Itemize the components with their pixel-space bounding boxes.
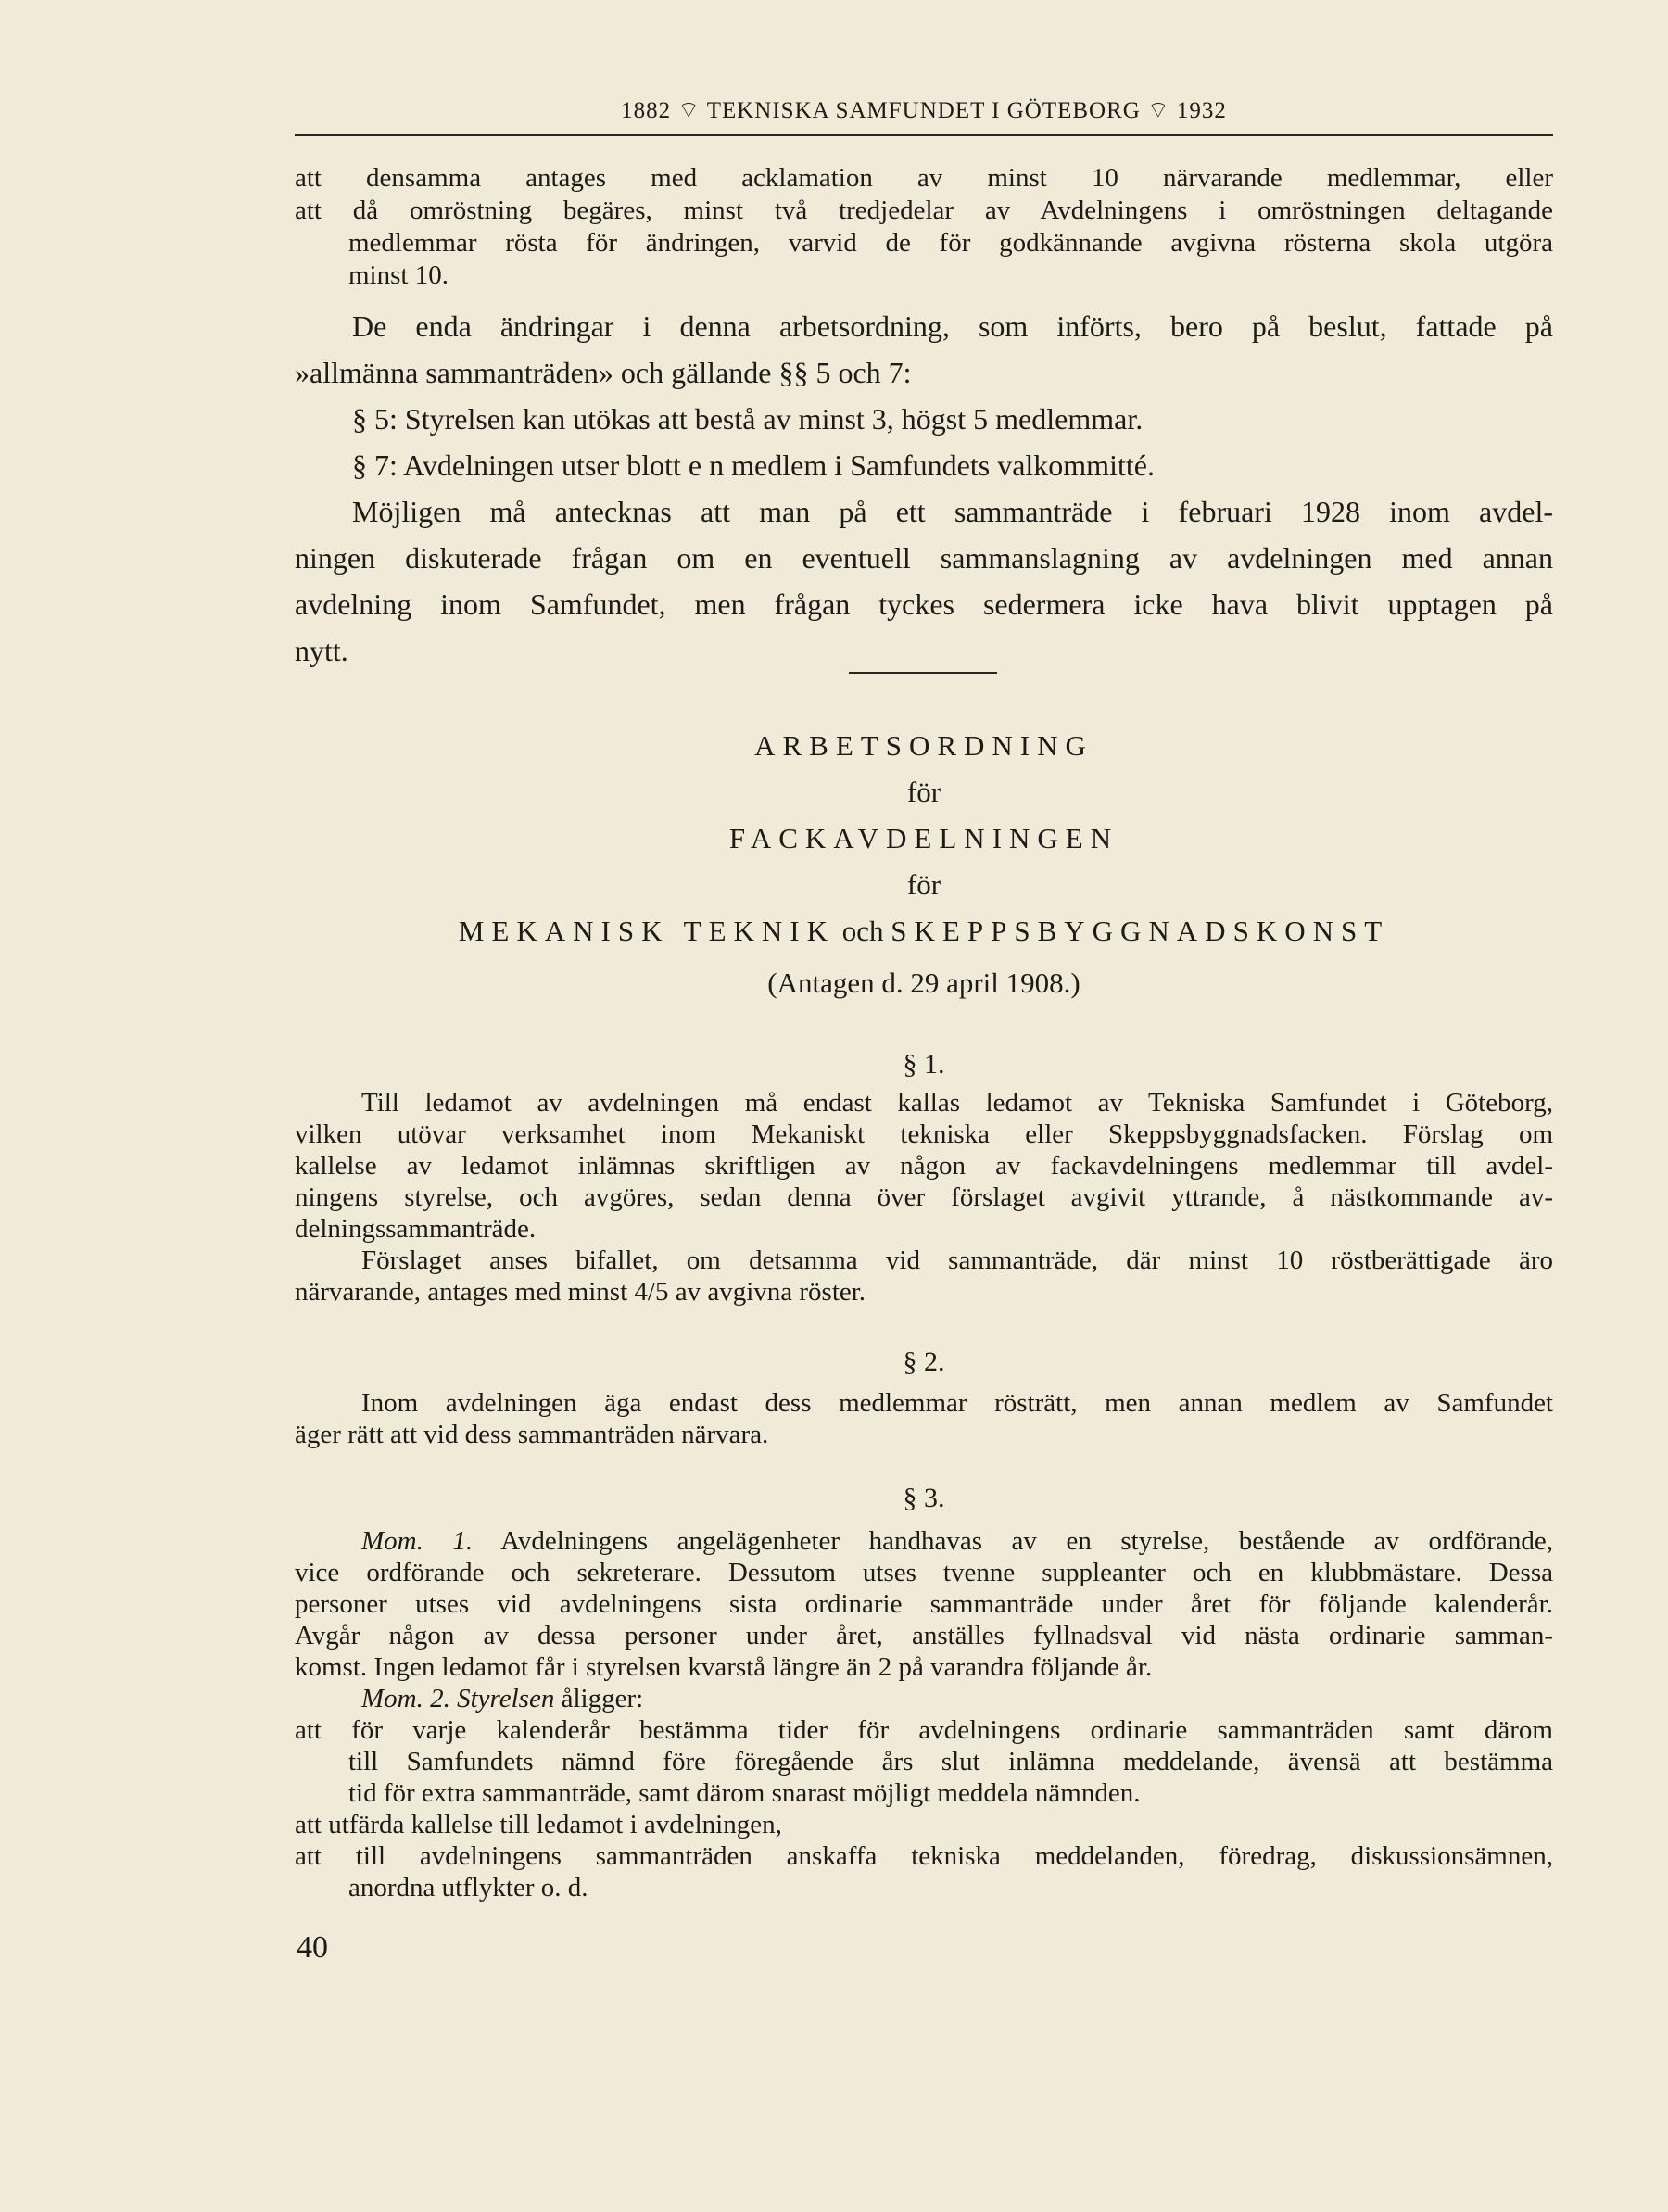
amendments-paragraph <box>295 303 1553 674</box>
header-rule <box>295 134 1553 136</box>
section-line: Till ledamot av avdelningen må endast kallas ledamot av Tekniska Samfundet i Göteborg, <box>361 1088 1553 1118</box>
att-line: att till avdelningens sammanträden anskaffa tekniska meddelanden, föredrag, diskussionsämnen, <box>295 1841 1553 1871</box>
section-line: äger rätt att vid dess sammanträden närvara. <box>295 1420 769 1449</box>
intro-line: medlemmar rösta för ändringen, varvid de för godkännande avgivna rösterna skola utgöra <box>348 228 1553 258</box>
body-line: avdelning inom Samfundet, men frågan tyckes sedermera icke hava blivit upptagen på <box>295 588 1553 621</box>
section-2-body <box>295 1387 1553 1450</box>
title-skeppsbyggnadskonst: SKEPPSBYGGNADSKONST <box>891 915 1390 947</box>
section-1-heading: § 1. <box>903 1049 945 1080</box>
mom-2-line <box>295 1683 1553 1714</box>
mom-2-label: Mom. 2. <box>361 1684 450 1713</box>
mom-2-subject: Styrelsen <box>457 1684 555 1713</box>
body-line: § 5: Styrelsen kan utökas att bestå av minst 3, högst 5 medlemmar. <box>352 402 1144 436</box>
title-arbetsordning: ARBETSORDNING <box>754 729 1093 762</box>
running-head: 1882 ⌔ TEKNISKA SAMFUNDET I GÖTEBORG ⌔ 1932 <box>621 98 1227 123</box>
section-line: vilken utövar verksamhet inom Mekaniskt tekniska eller Skeppsbyggnadsfacken. Förslag om <box>295 1119 1553 1149</box>
section-divider <box>849 672 997 674</box>
section-line: Inom avdelningen äga endast dess medlemmar rösträtt, men annan medlem av Samfundet <box>361 1388 1553 1418</box>
title-och: och <box>841 915 884 947</box>
section-line: komst. Ingen ledamot får i styrelsen kvarstå längre än 2 på varandra följande år. <box>295 1652 1153 1682</box>
body-line: »allmänna sammanträden» och gällande §§ 5 och 7: <box>295 356 912 389</box>
mom-1-first-text: Avdelningens angelägenheter handhavas av en styrelse, bestående av ordförande, <box>500 1526 1553 1556</box>
mom-1-label: Mom. 1. <box>361 1526 474 1556</box>
section-line: Avgår någon av dessa personer under året, anställes fyllnadsval vid nästa ordinarie samman- <box>295 1621 1553 1650</box>
body-line: Möjligen må antecknas att man på ett sammanträde i februari 1928 inom avdel- <box>352 495 1553 528</box>
intro-paragraph <box>295 162 1553 292</box>
body-line: De enda ändringar i denna arbetsordning, som införts, bero på beslut, fattade på <box>352 310 1553 343</box>
section-line: Förslaget anses bifallet, om detsamma vid sammanträde, där minst 10 röstberättigade äro <box>361 1245 1553 1275</box>
body-line: ningen diskuterade frågan om en eventuell sammanslagning av avdelningen med annan <box>295 541 1553 575</box>
section-line: delningssammanträde. <box>295 1214 537 1244</box>
section-2-heading: § 2. <box>903 1346 945 1377</box>
title-for-1: för <box>906 776 941 808</box>
section-line: ningens styrelse, och avgöres, sedan denna över förslaget avgivit yttrande, å nästkommande av- <box>295 1182 1553 1212</box>
mom-2-rest: åligger: <box>561 1684 644 1713</box>
page-number: 40 <box>297 1930 328 1965</box>
att-line: tid för extra sammanträde, samt därom snarast möjligt meddela nämnden. <box>348 1778 1141 1808</box>
att-line: att utfärda kallelse till ledamot i avdelningen, <box>295 1810 782 1839</box>
att-line: till Samfundets nämnd före föregående års slut inlämna meddelande, ävensä att bestämma <box>348 1747 1553 1776</box>
section-line: vice ordförande och sekreterare. Dessutom utses tvenne suppleanter och en klubbmästare. Dessa <box>295 1558 1553 1587</box>
intro-line: minst 10. <box>348 260 449 290</box>
body-line: nytt. <box>295 634 348 667</box>
body-line: § 7: Avdelningen utser blott e n medlem i Samfundets valkommitté. <box>352 449 1155 482</box>
section-3-body <box>295 1525 1553 1903</box>
title-mekanisk-teknik: MEKANISK TEKNIK <box>458 915 836 947</box>
section-line: kallelse av ledamot inlämnas skriftligen av någon av fackavdelningens medlemmar till avdel- <box>295 1151 1553 1181</box>
title-block <box>295 723 1553 1006</box>
adoption-date: (Antagen d. 29 april 1908.) <box>767 967 1080 999</box>
title-fackavdelningen: FACKAVDELNINGEN <box>728 822 1119 854</box>
section-line: närvarande, antages med minst 4/5 av avgivna röster. <box>295 1277 866 1307</box>
intro-line: att då omröstning begäres, minst två tredjedelar av Avdelningens i omröstningen deltagande <box>295 196 1553 225</box>
title-department <box>295 908 1553 954</box>
mom-1-line <box>295 1525 1553 1557</box>
section-line: personer utses vid avdelningens sista ordinarie sammanträde under året för följande kalenderår. <box>295 1589 1553 1619</box>
title-for-2: för <box>906 868 941 901</box>
section-3-heading: § 3. <box>903 1483 945 1513</box>
section-1-body <box>295 1087 1553 1308</box>
intro-line: att densamma antages med acklamation av minst 10 närvarande medlemmar, eller <box>295 163 1553 193</box>
att-line: anordna utflykter o. d. <box>348 1873 588 1902</box>
att-line: att för varje kalenderår bestämma tider för avdelningens ordinarie sammanträden samt därom <box>295 1715 1553 1745</box>
